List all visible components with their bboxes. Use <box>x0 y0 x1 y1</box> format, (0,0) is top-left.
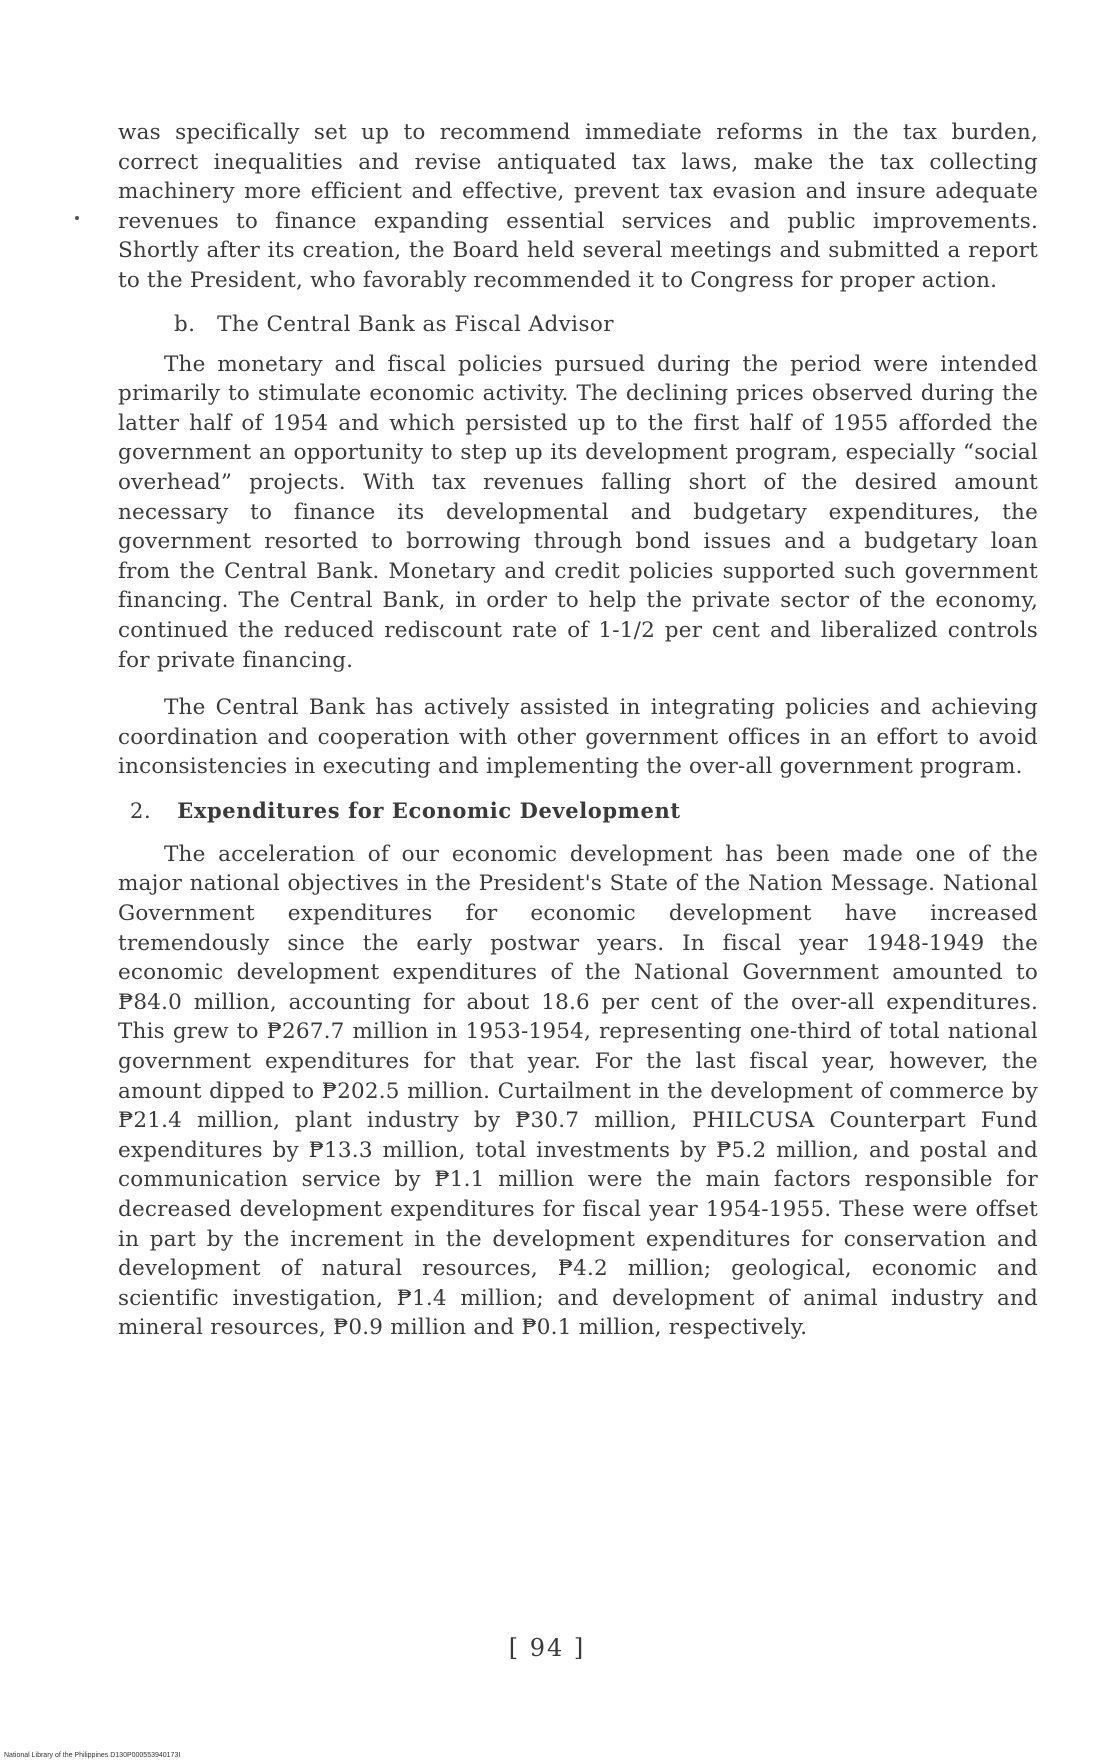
paragraph-monetary-policy: The monetary and fiscal policies pursued during the period were intended primarily to stimulate economic activity. The declining prices observed during the latter half of 1954 and which persisted up to the first half of 1955 afforded the government an opportunity to step up its development program, especially “social overhead” projects. With tax revenues falling short of the desired amount necessary to finance its developmental and budgetary expenditures, the government resorted to borrowing through bond issues and a budgetary loan from the Central Bank. Monetary and credit policies supported such government financing. The Central Bank, in order to help the private sector of the economy, continued the reduced rediscount rate of 1-1/2 per cent and liberalized controls for private financing. <box>118 351 1038 673</box>
subheading-label: b. <box>174 311 196 337</box>
section-title: Expenditures for Economic Development <box>177 797 681 823</box>
margin-speck <box>75 216 79 220</box>
scan-footer: National Library of the Philippines D130P000553940173I <box>4 1752 181 1759</box>
document-page <box>118 118 1038 1343</box>
paragraph-coordination: The Central Bank has actively assisted in integrating policies and achieving coordination and cooperation with other government offices in an effort to avoid inconsistencies in executing and implementing the over-all government program. <box>118 695 1038 780</box>
subheading-fiscal-advisor <box>174 310 1038 340</box>
section-number: 2. <box>130 798 152 823</box>
section-heading-expenditures <box>130 796 1038 826</box>
subheading-text: The Central Bank as Fiscal Advisor <box>217 311 614 337</box>
paragraph-economic-development: The acceleration of our economic development has been made one of the major national objectives in the President's State of the Nation Message. National Government expenditures for economic development have increased tremendously since the early postwar years. In fiscal year 1948-1949 the economic development expenditures of the National Government amounted to ₱84.0 million, accounting for about 18.6 per cent of the over-all expenditures. This grew to ₱267.7 million in 1953-1954, representing one-third of total national government expenditures for that year. For the last fiscal year, however, the amount dipped to ₱202.5 million. Curtailment in the development of commerce by ₱21.4 million, plant industry by ₱30.7 million, PHILCUSA Counterpart Fund expenditures by ₱13.3 million, total investments by ₱5.2 million, and postal and communication service by ₱1.1 million were the main factors responsible for decreased development expenditures for fiscal year 1954-1955. These were offset in part by the increment in the development expenditures for conservation and development of natural resources, ₱4.2 million; geological, economic and scientific investigation, ₱1.4 million; and development of animal industry and mineral resources, ₱0.9 million and ₱0.1 million, respectively. <box>118 841 1038 1341</box>
page-number: [ 94 ] <box>508 1634 586 1662</box>
paragraph-tax-board: was specifically set up to recommend immediate reforms in the tax burden, correct inequalities and revise antiquated tax laws, make the tax collecting machinery more efficient and effective, prevent tax evasion and insure adequate revenues to finance expanding essential services and public improvements. Shortly after its creation, the Board held several meetings and submitted a report to the President, who favorably recommended it to Congress for proper action. <box>118 120 1038 293</box>
